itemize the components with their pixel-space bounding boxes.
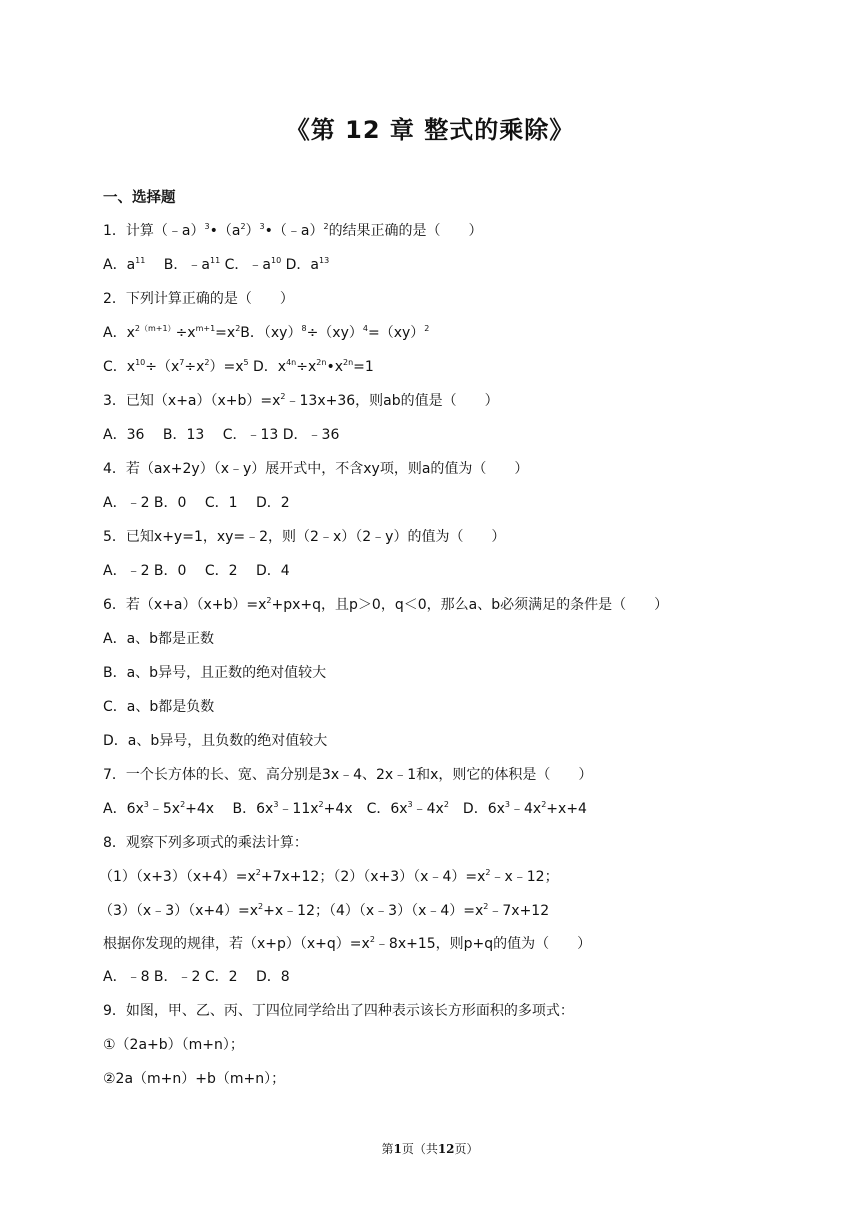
question-5-options: A．﹣2 B．0 C．2 D．4 [103, 563, 290, 579]
footer-page-number: 1 [393, 1142, 402, 1156]
footer-middle: 页（共 [401, 1142, 438, 1156]
question-8-options: A．﹣8 B．﹣2 C．2 D．8 [103, 969, 290, 985]
question-6: 6．若$(x+a)(x+b)=x^2+px+q$，且p＞0，q＜0，那么a、b必须满足的条件是（ ） [103, 596, 669, 613]
question-6-option-b: B．a、b异号，且正数的绝对值较大 [103, 665, 327, 681]
document-title: 《第 12 章 整式的乘除》 [285, 116, 575, 144]
question-4-options: A．﹣2 B．0 C．1 D．2 [103, 495, 290, 511]
question-2-options-cd: C．$x^{10}\div(x^7\div x^2)=x^5$ D．$x^{4n}\div x^{2n}•x^{2n}=1$ [103, 358, 374, 375]
question-4: 4．若（ax+2y）（x﹣y）展开式中，不含xy项，则a的值为（ ） [103, 461, 529, 477]
question-3-options: A．36 B．13 C．﹣13 D．﹣36 [103, 427, 340, 443]
footer-prefix: 第 [381, 1142, 394, 1156]
footer-total-pages: 12 [437, 1142, 455, 1156]
question-8-example-1-2: $(1)(x+3)(x+4)=x^2+7x+12$；$(2)(x+3)(x﹣4)=x^2﹣x﹣12$； [99, 868, 559, 885]
question-3: 3．已知$(x+a)(x+b)=x^2﹣13x+36$，则ab的值是（ ） [103, 392, 499, 409]
question-6-option-a: A．a、b都是正数 [103, 631, 215, 647]
question-8-example-3-4: $(3)(x﹣3)(x+4)=x^2+x﹣12$；$(4)(x﹣3)(x﹣4)=x^2﹣7x+12$ [99, 902, 550, 919]
question-6-option-c: C．a、b都是负数 [103, 699, 215, 715]
question-9-expression-2: ②2a（m+n）+b（m+n）； [103, 1071, 286, 1087]
question-1-options: A．$a^{11}$ B．$﹣a^{11}$ C．$﹣a^{10}$ D．$a^{13}$ [103, 256, 330, 273]
page-footer [0, 1140, 860, 1157]
footer-suffix: 页） [454, 1142, 479, 1156]
question-9: 9．如图，甲、乙、丙、丁四位同学给出了四种表示该长方形面积的多项式： [103, 1003, 574, 1019]
question-6-option-d: D．a、b异号，且负数的绝对值较大 [103, 733, 328, 749]
question-8-prompt: 根据你发现的规律，若$(x+p)(x+q)=x^2﹣8x+15$，则p+q的值为（ ） [103, 935, 592, 952]
question-1: 1．计算$(﹣a)^3•(a^2)^3•(﹣a)^2$的结果正确的是（ ） [103, 222, 483, 239]
question-9-expression-1: ①（2a+b）（m+n）； [103, 1037, 244, 1053]
question-8: 8．观察下列多项式的乘法计算： [103, 835, 308, 851]
section-heading: 一、选择题 [103, 190, 176, 206]
question-5: 5．已知x+y=1，xy=﹣2，则（2﹣x）（2﹣y）的值为（ ） [103, 529, 506, 545]
question-2-options-ab: A．$x^{2(m+1)}\div x^{m+1}=x^2B$．（xy）$^8$÷（xy）$^4$=（xy）$^2$ [103, 324, 430, 341]
question-7-options: A．$6x^3﹣5x^2+4x$ B．$6x^3﹣11x^2+4x$ C．$6x^3﹣4x^2$ D．$6x^3﹣4x^2+x+4$ [103, 800, 587, 817]
question-2: 2．下列计算正确的是（ ） [103, 291, 294, 307]
question-7: 7．一个长方体的长、宽、高分别是3x﹣4、2x﹣1和x，则它的体积是（ ） [103, 767, 593, 783]
